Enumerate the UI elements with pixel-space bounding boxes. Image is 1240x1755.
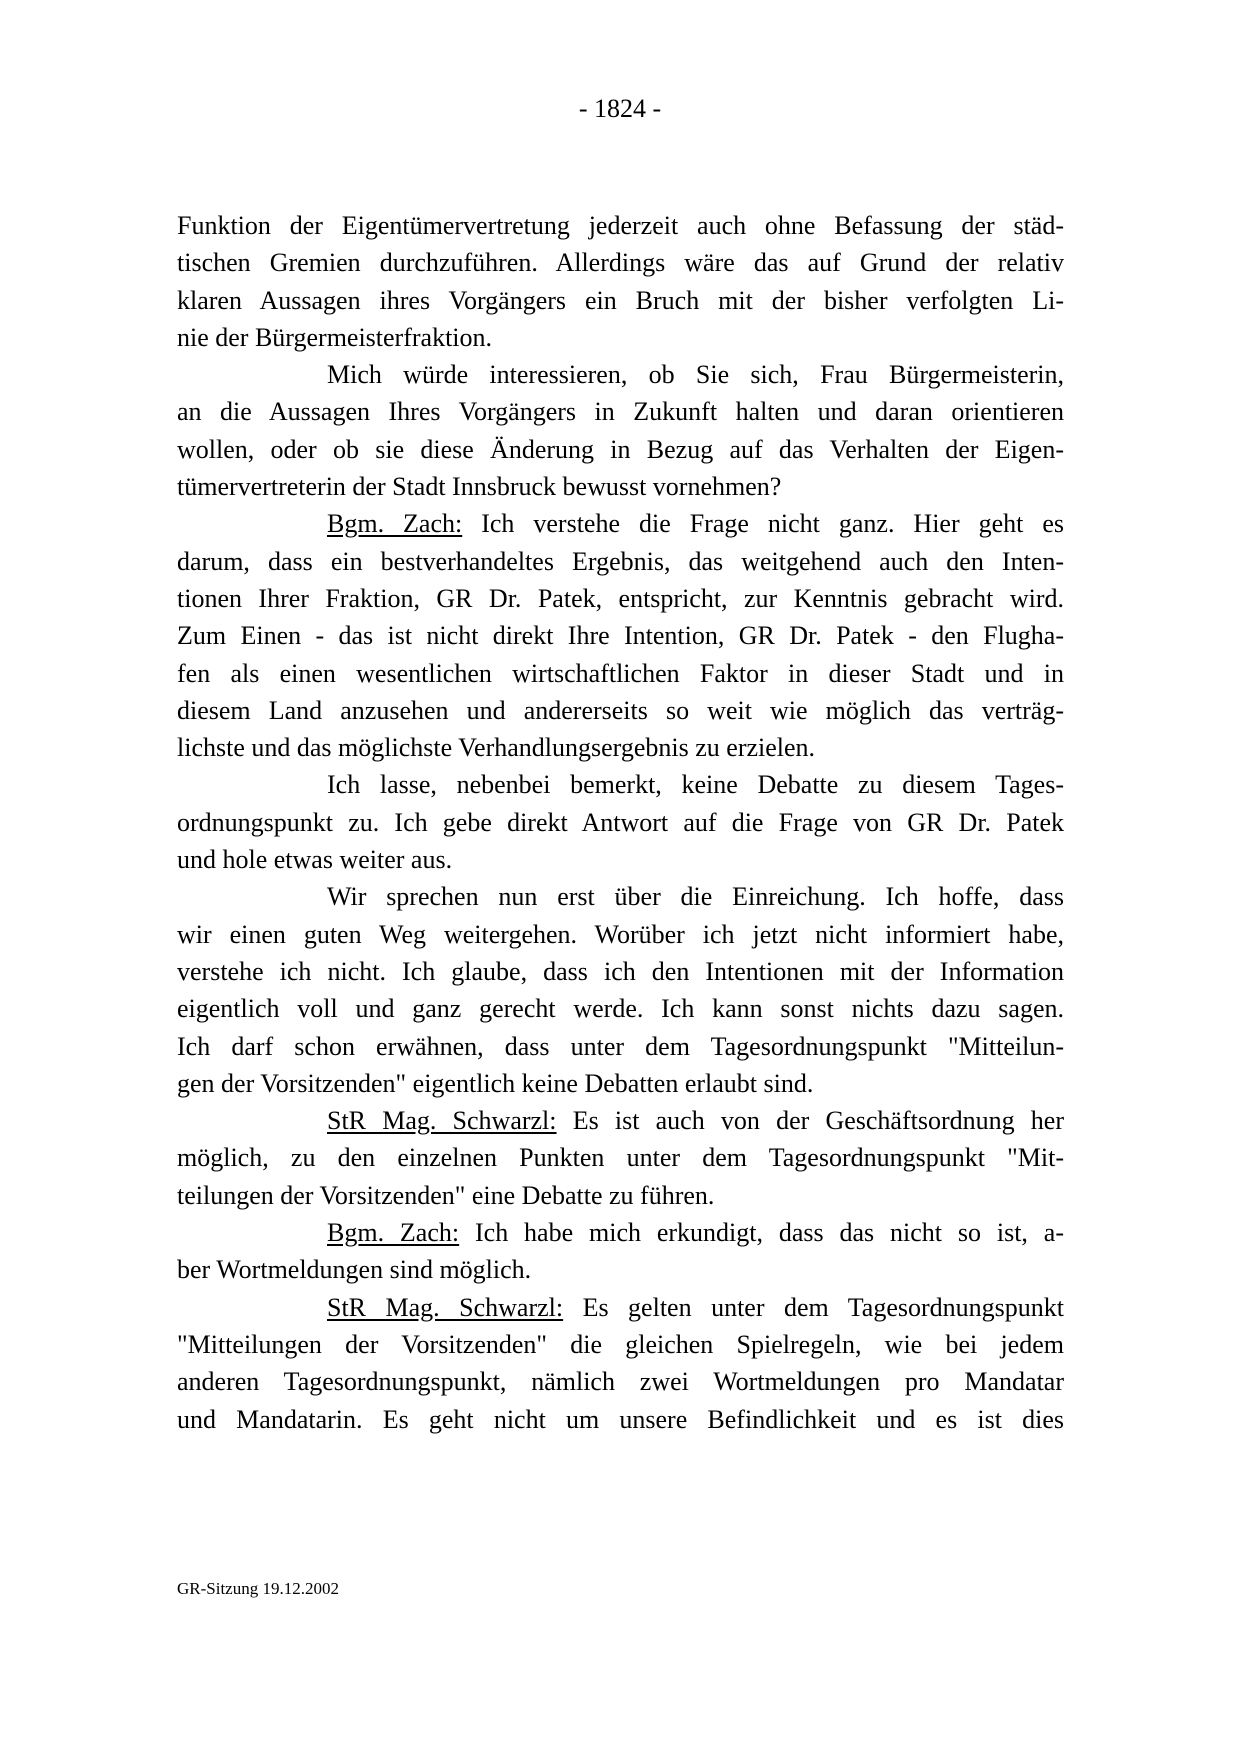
text-line: teilungen der Vorsitzenden" eine Debatte zu führen. <box>177 1180 715 1210</box>
speech-text: Ich verstehe die Frage nicht ganz. Hier geht es <box>462 509 1064 539</box>
text-line: eigentlich voll und ganz gerecht werde. Ich kann sonst nichts dazu sagen. <box>177 994 1064 1024</box>
paragraph <box>177 1289 1064 1438</box>
text-line: gen der Vorsitzenden" eigentlich keine Debatten erlaubt sind. <box>177 1068 814 1098</box>
page-number: - 1824 - <box>578 94 662 123</box>
text-line: möglich, zu den einzelnen Punkten unter dem Tagesordnungspunkt "Mit- <box>177 1143 1064 1173</box>
paragraph <box>177 505 1064 766</box>
text-line: verstehe ich nicht. Ich glaube, dass ich den Intentionen mit der Information <box>177 956 1064 986</box>
text-line: tischen Gremien durchzuführen. Allerdings wäre das auf Grund der relativ <box>177 248 1064 278</box>
text-line <box>177 505 1064 542</box>
speaker-name: StR Mag. Schwarzl: <box>327 1106 557 1136</box>
text-line: darum, dass ein bestverhandeltes Ergebnis, das weitgehend auch den Inten- <box>177 546 1064 576</box>
text-line: ber Wortmeldungen sind möglich. <box>177 1255 532 1285</box>
speech-text: Es gelten unter dem Tagesordnungspunkt <box>563 1292 1064 1322</box>
text-line: an die Aussagen Ihres Vorgängers in Zukunft halten und daran orientieren <box>177 397 1064 427</box>
speech-text: Es ist auch von der Geschäftsordnung her <box>556 1106 1064 1136</box>
text-line: Zum Einen - das ist nicht direkt Ihre Intention, GR Dr. Patek - den Flugha- <box>177 621 1064 651</box>
text-line: anderen Tagesordnungspunkt, nämlich zwei Wortmeldungen pro Mandatar <box>177 1367 1064 1397</box>
text-line <box>177 1289 1064 1326</box>
document-body <box>177 207 1064 1438</box>
text-line: lichste und das möglichste Verhandlungsergebnis zu erzielen. <box>177 733 816 763</box>
text-line: "Mitteilungen der Vorsitzenden" die gleichen Spielregeln, wie bei jedem <box>177 1329 1064 1359</box>
paragraph <box>177 1102 1064 1214</box>
text-line: tionen Ihrer Fraktion, GR Dr. Patek, entspricht, zur Kenntnis gebracht wird. <box>177 583 1064 613</box>
paragraph <box>177 766 1064 878</box>
text-line: wollen, oder ob sie diese Änderung in Bezug auf das Verhalten der Eigen- <box>177 434 1064 464</box>
text-line: Mich würde interessieren, ob Sie sich, Frau Bürgermeisterin, <box>327 360 1064 390</box>
text-line: Funktion der Eigentümervertretung jederzeit auch ohne Befassung der städ- <box>177 211 1064 240</box>
text-line: nie der Bürgermeisterfraktion. <box>177 322 493 352</box>
text-line <box>177 1214 1064 1251</box>
paragraph <box>177 878 1064 1102</box>
speech-text: Ich habe mich erkundigt, dass das nicht so ist, a- <box>459 1218 1064 1248</box>
text-line: fen als einen wesentlichen wirtschaftlichen Faktor in dieser Stadt und in <box>177 658 1064 688</box>
footer-session-date: GR-Sitzung 19.12.2002 <box>177 1579 339 1598</box>
text-line: wir einen guten Weg weitergehen. Worüber ich jetzt nicht informiert habe, <box>177 919 1064 949</box>
text-line: ordnungspunkt zu. Ich gebe direkt Antwort auf die Frage von GR Dr. Patek <box>177 807 1064 837</box>
text-line: klaren Aussagen ihres Vorgängers ein Bruch mit der bisher verfolgten Li- <box>177 285 1064 315</box>
text-line: Ich darf schon erwähnen, dass unter dem Tagesordnungspunkt "Mitteilun- <box>177 1031 1064 1061</box>
paragraph <box>177 356 1064 505</box>
text-line: diesem Land anzusehen und andererseits so weit wie möglich das verträg- <box>177 695 1064 725</box>
text-line: Ich lasse, nebenbei bemerkt, keine Debatte zu diesem Tages- <box>327 770 1064 800</box>
text-line: Wir sprechen nun erst über die Einreichung. Ich hoffe, dass <box>327 882 1064 912</box>
text-line: und Mandatarin. Es geht nicht um unsere Befindlichkeit und es ist dies <box>177 1404 1064 1434</box>
speaker-name: Bgm. Zach: <box>327 1218 460 1248</box>
speaker-name: Bgm. Zach: <box>327 509 463 539</box>
text-line: und hole etwas weiter aus. <box>177 845 453 875</box>
paragraph <box>177 207 1064 356</box>
speaker-name: StR Mag. Schwarzl: <box>327 1292 564 1322</box>
text-line <box>177 1102 1064 1139</box>
text-line: tümervertreterin der Stadt Innsbruck bewusst vornehmen? <box>177 472 782 502</box>
paragraph <box>177 1214 1064 1289</box>
